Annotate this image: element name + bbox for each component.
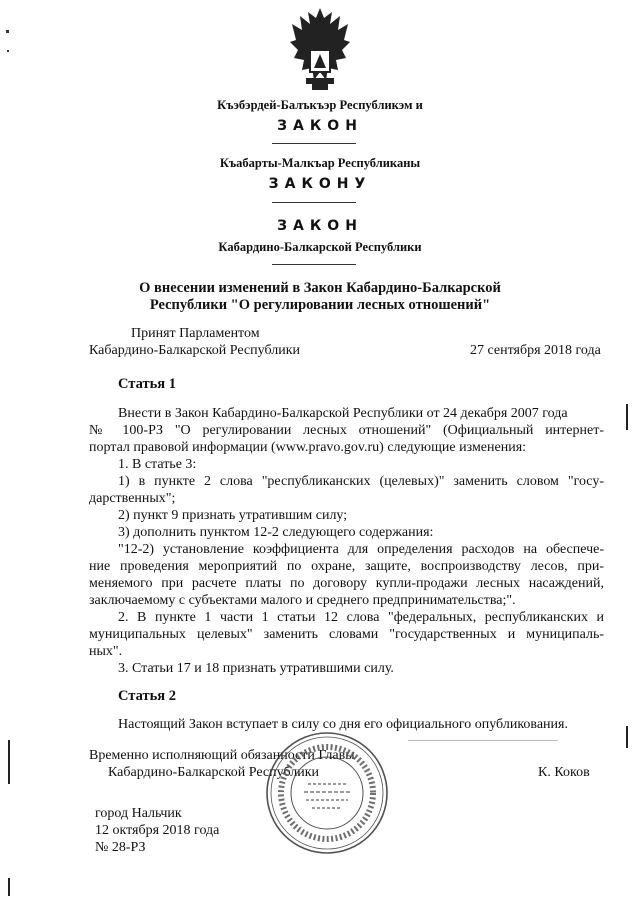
article-1-line: дарственных"; [89, 491, 176, 506]
document-title-line-2: Республики "О регулировании лесных отношений" [149, 297, 491, 313]
signatory-republic: Кабардино-Балкарской Республики [108, 765, 319, 780]
adopted-by-parliament: Принят Парламентом [131, 326, 260, 341]
article-1-line: муниципальных целевых" заменить словами "государственных и муниципаль- [89, 627, 604, 642]
article-1-line: 2) пункт 9 признать утратившим силу; [118, 508, 348, 523]
scan-margin-mark [626, 404, 628, 430]
divider [272, 202, 356, 203]
article-1-line: ных". [89, 644, 123, 659]
article-1-line: № 100-РЗ "О регулировании лесных отношений" (Официальный интернет- [89, 423, 604, 438]
scan-speck [7, 50, 9, 52]
scan-margin-mark [8, 878, 10, 896]
article-1-line: 1) в пункте 2 слова "республиканских (целевых)" заменить словом "госу- [118, 474, 604, 489]
article-1-line: 2. В пункте 1 части 1 статьи 12 слова "федеральных, республиканских и [118, 610, 604, 625]
signatory-position: Временно исполняющий обязанности Главы [89, 748, 355, 763]
balkar-law-heading: ЗАКОНУ [268, 176, 372, 192]
article-1-line: 3) дополнить пунктом 12-2 следующего содержания: [118, 525, 434, 540]
scan-margin-mark [8, 740, 10, 784]
adoption-date: 27 сентября 2018 года [470, 343, 601, 358]
article-2-text: Настоящий Закон вступает в силу со дня его официального опубликования. [118, 717, 568, 732]
russian-republic-title: Кабардино-Балкарской Республики [218, 240, 422, 254]
article-1-line: заключаемому с субъектами малого и среднего предпринимательства;". [89, 593, 516, 608]
footer-city: город Нальчик [95, 806, 182, 821]
article-1-heading: Статья 1 [118, 376, 176, 392]
article-1-line: ние проведения мероприятий по охране, защите, воспроизводству лесов, при- [89, 559, 604, 574]
scan-margin-mark [626, 726, 628, 748]
footer-date: 12 октября 2018 года [95, 823, 220, 838]
article-2-heading: Статья 2 [118, 688, 176, 704]
article-1-line: 3. Статьи 17 и 18 признать утратившими силу. [118, 661, 394, 676]
divider [272, 143, 356, 144]
footer-number: № 28-РЗ [95, 840, 146, 855]
article-1-line: "12-2) установление коэффициента для определения расходов на обеспече- [118, 542, 604, 557]
signatory-name: К. Коков [538, 765, 590, 780]
kabardian-republic-title: Къэбэрдей-Балъкъэр Республикэм и [217, 98, 423, 112]
signature-stroke [408, 740, 558, 741]
article-1-line: меняемого при расчете платы по договору купли-продажи лесных насаждений, [89, 576, 604, 591]
article-1-line: 1. В статье 3: [118, 457, 197, 472]
adopted-by-republic: Кабардино-Балкарской Республики [89, 343, 300, 358]
scan-speck [6, 30, 9, 33]
official-stamp-seal [262, 728, 392, 858]
article-1-line: портал правовой информации (www.pravo.gov.ru) следующие изменения: [89, 440, 527, 455]
document-title-line-1: О внесении изменений в Закон Кабардино-Балкарской [139, 280, 501, 296]
divider [272, 264, 356, 265]
coat-of-arms-emblem [288, 6, 352, 92]
balkar-republic-title: Къабарты-Малкъар Республиканы [219, 156, 421, 170]
russian-law-heading: ЗАКОН [277, 218, 363, 234]
kabardian-law-heading: ЗАКОН [277, 118, 363, 134]
article-1-line: Внести в Закон Кабардино-Балкарской Республики от 24 декабря 2007 года [118, 406, 568, 421]
